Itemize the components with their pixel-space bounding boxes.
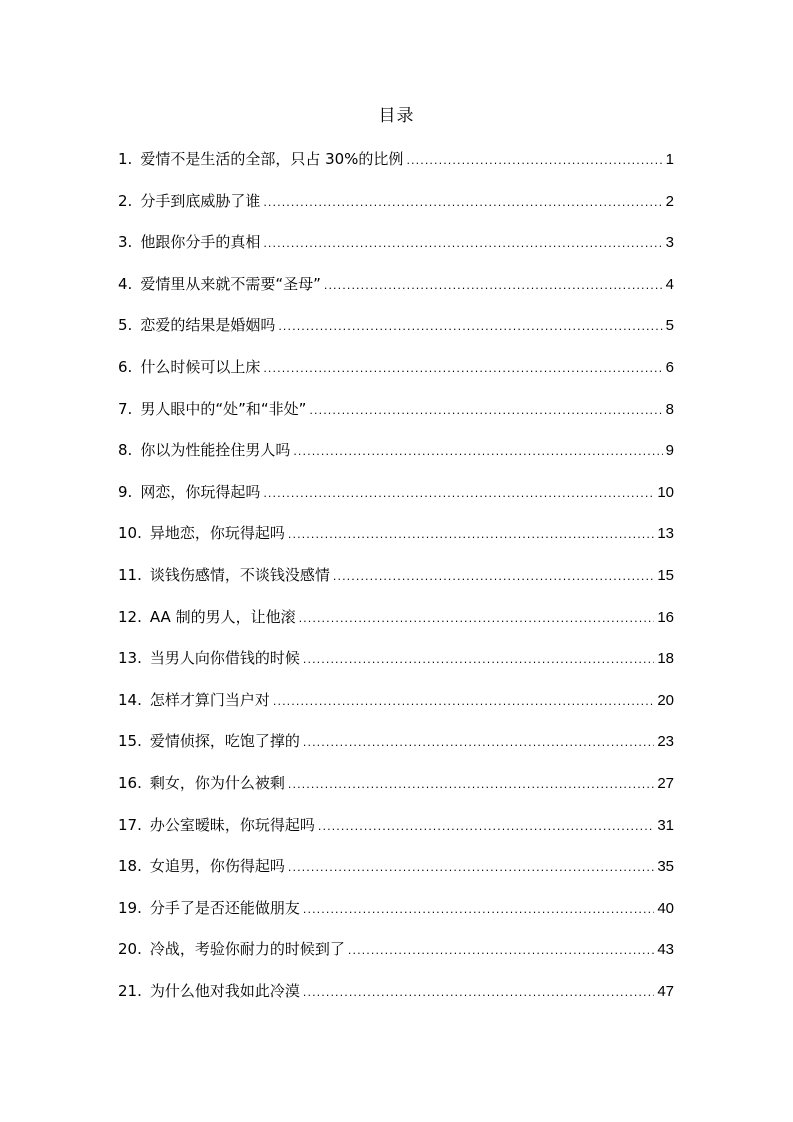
dot-leader (288, 523, 654, 547)
toc-entry-page[interactable]: 5 (665, 317, 674, 335)
dot-leader (303, 648, 654, 672)
toc-entry-number: 20. (118, 940, 142, 959)
dot-leader (288, 856, 654, 880)
toc-entry-number: 3. (118, 233, 133, 252)
toc-entry-title[interactable]: 为什么他对我如此冷漠 (149, 981, 300, 1000)
toc-entry-number: 15. (118, 732, 142, 751)
toc-list (118, 147, 674, 1020)
toc-entry-title[interactable]: 什么时候可以上床 (140, 357, 261, 376)
toc-entry-title[interactable]: 男人眼中的“处”和“非处” (140, 399, 307, 418)
toc-entry[interactable] (118, 854, 674, 896)
toc-entry-number: 18. (118, 857, 142, 876)
toc-entry[interactable] (118, 272, 674, 314)
toc-entry-page[interactable]: 6 (665, 358, 674, 376)
dot-leader (309, 399, 662, 423)
toc-entry-title[interactable]: 爱情侦探，吃饱了撑的 (149, 732, 300, 751)
toc-entry[interactable] (118, 189, 674, 231)
toc-entry-page[interactable]: 15 (657, 566, 674, 584)
toc-entry[interactable] (118, 397, 674, 439)
toc-entry[interactable] (118, 729, 674, 771)
toc-entry-number: 9. (118, 482, 133, 501)
toc-entry-page[interactable]: 23 (657, 733, 674, 751)
toc-entry[interactable] (118, 563, 674, 605)
toc-entry-title[interactable]: 网恋，你玩得起吗 (140, 482, 261, 501)
toc-entry-number: 6. (118, 357, 133, 376)
toc-entry-title[interactable]: 爱情里从来就不需要“圣母” (140, 274, 321, 293)
toc-entry-title[interactable]: 冷战，考验你耐力的时候到了 (149, 940, 345, 959)
toc-entry-number: 10. (118, 524, 142, 543)
toc-entry-title[interactable]: 剩女，你为什么被剩 (149, 773, 285, 792)
dot-leader (299, 607, 655, 631)
dot-leader (333, 565, 654, 589)
dot-leader (288, 773, 654, 797)
toc-entry[interactable] (118, 813, 674, 855)
toc-entry-number: 11. (118, 565, 142, 584)
toc-entry[interactable] (118, 480, 674, 522)
dot-leader (303, 898, 654, 922)
toc-entry-number: 12. (118, 607, 142, 626)
toc-entry-title[interactable]: 当男人向你借钱的时候 (149, 649, 300, 668)
toc-entry-number: 16. (118, 773, 142, 792)
toc-entry[interactable] (118, 313, 674, 355)
dot-leader (263, 191, 662, 215)
dot-leader (278, 315, 662, 339)
toc-entry-number: 21. (118, 981, 142, 1000)
dot-leader (324, 274, 663, 298)
dot-leader (348, 939, 654, 963)
toc-entry-number: 5. (118, 316, 133, 335)
toc-entry[interactable] (118, 937, 674, 979)
dot-leader (263, 482, 654, 506)
toc-entry-page[interactable]: 18 (657, 650, 674, 668)
toc-entry-title[interactable]: 你以为性能拴住男人吗 (140, 441, 291, 460)
toc-entry-number: 7. (118, 399, 133, 418)
dot-leader (318, 815, 654, 839)
toc-entry-title[interactable]: 怎样才算门当户对 (149, 690, 270, 709)
toc-entry[interactable] (118, 771, 674, 813)
toc-entry-title[interactable]: 恋爱的结果是婚姻吗 (140, 316, 276, 335)
toc-entry-number: 14. (118, 690, 142, 709)
toc-entry[interactable] (118, 605, 674, 647)
dot-leader (303, 981, 654, 1005)
dot-leader (273, 690, 654, 714)
toc-entry-page[interactable]: 31 (657, 816, 674, 834)
toc-entry-number: 2. (118, 191, 133, 210)
toc-entry-page[interactable]: 10 (657, 483, 674, 501)
toc-title: 目录 (378, 106, 415, 126)
toc-entry[interactable] (118, 230, 674, 272)
toc-entry-number: 8. (118, 441, 133, 460)
toc-entry[interactable] (118, 147, 674, 189)
toc-entry-page[interactable]: 4 (665, 275, 674, 293)
toc-entry-page[interactable]: 8 (665, 400, 674, 418)
toc-entry-title[interactable]: AA 制的男人，让他滚 (149, 607, 296, 626)
toc-entry-number: 13. (118, 649, 142, 668)
toc-entry-number: 19. (118, 898, 142, 917)
toc-entry[interactable] (118, 438, 674, 480)
toc-entry-title[interactable]: 女追男，你伤得起吗 (149, 857, 285, 876)
toc-entry-page[interactable]: 43 (657, 941, 674, 959)
toc-entry-page[interactable]: 27 (657, 774, 674, 792)
dot-leader (303, 731, 654, 755)
toc-entry[interactable] (118, 979, 674, 1021)
toc-entry-page[interactable]: 20 (657, 691, 674, 709)
toc-entry[interactable] (118, 646, 674, 688)
toc-entry-number: 17. (118, 815, 142, 834)
toc-entry-page[interactable]: 40 (657, 899, 674, 917)
toc-entry-title[interactable]: 谈钱伤感情，不谈钱没感情 (149, 565, 330, 584)
toc-entry[interactable] (118, 896, 674, 938)
toc-entry[interactable] (118, 355, 674, 397)
dot-leader (263, 357, 662, 381)
dot-leader (293, 440, 662, 464)
toc-entry-title[interactable]: 他跟你分手的真相 (140, 233, 261, 252)
toc-entry[interactable] (118, 688, 674, 730)
toc-entry-page[interactable]: 35 (657, 858, 674, 876)
dot-leader (406, 149, 662, 173)
toc-entry-page[interactable]: 2 (665, 192, 674, 210)
toc-entry-title[interactable]: 异地恋，你玩得起吗 (149, 524, 285, 543)
toc-entry-number: 4. (118, 274, 133, 293)
toc-entry-page[interactable]: 47 (657, 982, 674, 1000)
toc-entry-title[interactable]: 分手了是否还能做朋友 (149, 898, 300, 917)
toc-entry-page[interactable]: 16 (657, 608, 674, 626)
toc-entry-page[interactable]: 13 (657, 525, 674, 543)
toc-entry-title[interactable]: 分手到底威胁了谁 (140, 191, 261, 210)
toc-entry[interactable] (118, 521, 674, 563)
toc-entry-page[interactable]: 1 (665, 151, 674, 168)
dot-leader (263, 232, 662, 256)
toc-entry-page[interactable]: 3 (665, 234, 674, 252)
toc-entry-number: 1. (118, 150, 133, 168)
toc-entry-title[interactable]: 爱情不是生活的全部，只占 30%的比例 (140, 150, 404, 168)
toc-entry-page[interactable]: 9 (665, 442, 674, 460)
toc-entry-title[interactable]: 办公室暧昧，你玩得起吗 (149, 815, 315, 834)
